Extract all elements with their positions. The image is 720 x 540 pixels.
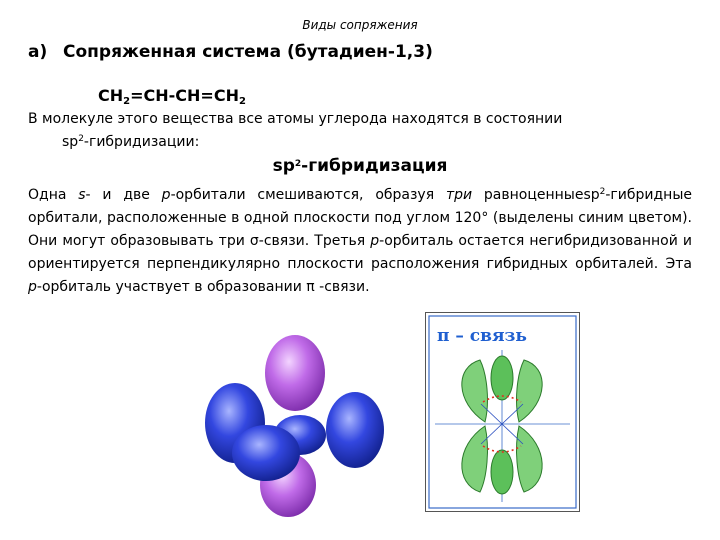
section-heading-text: Сопряженная система (бутадиен-1,3) [63, 42, 433, 62]
paragraph-text: равноценные [472, 187, 584, 203]
list-marker: а) [28, 42, 48, 62]
italic-term: р [161, 187, 171, 203]
chemical-formula [98, 86, 246, 107]
paragraph-text: - и две [85, 187, 162, 203]
pi-bond-figure [425, 312, 580, 512]
italic-term: три [445, 187, 473, 203]
paragraph-text: -орбитали смешиваются, образуя [170, 187, 446, 203]
formula-part: CH [98, 86, 124, 105]
subheading-sp2 [0, 156, 720, 176]
subheading-text: -гибридизация [301, 156, 448, 176]
hybrid-orbital-lobe [232, 425, 300, 481]
paragraph-text: -орбиталь участвует в образовании π -связи. [36, 279, 370, 295]
sp2-orbitals-image [200, 335, 385, 520]
hybrid-orbital-lobe [326, 392, 384, 468]
pi-bond-label: π – связь [437, 326, 527, 346]
paragraph-text: -орбиталь остается негибридизованной и ориентируется перпендикулярно плоскости расположения гибридных орбиталей. Эта [28, 233, 693, 272]
superscript: 2 [599, 187, 606, 197]
paragraph-text: -гибридные орбитали, расположенные в одной плоскости под углом 120° (выделены синим цветом). Они могут образовывать три σ-связи. Третья [28, 187, 692, 249]
superscript: 2 [78, 134, 84, 144]
paragraph-hybridization [28, 184, 692, 299]
paragraph-carbon-state [28, 108, 692, 154]
formula-subscript: 2 [123, 96, 131, 107]
italic-term: р [28, 279, 37, 295]
superscript: 2 [294, 159, 302, 169]
formula-subscript: 2 [238, 96, 246, 107]
paragraph-text: Одна [28, 187, 79, 203]
formula-part: =CH-CH=CH [130, 86, 239, 105]
paragraph-text: -гибридизации: [83, 134, 200, 150]
paragraph-line [28, 131, 692, 154]
pi-bond-image [425, 312, 580, 512]
paragraph-line: В молекуле этого вещества все атомы углерода находятся в состоянии [28, 111, 563, 127]
page-title: Виды сопряжения [302, 18, 418, 32]
section-heading [28, 42, 433, 62]
italic-term: р [370, 233, 380, 249]
sp-text: sp [583, 187, 600, 203]
sp-text: sp [272, 156, 295, 176]
italic-term: s [78, 187, 86, 203]
p-orbital-top-lobe [265, 335, 325, 411]
sp-text: sp [62, 134, 79, 150]
